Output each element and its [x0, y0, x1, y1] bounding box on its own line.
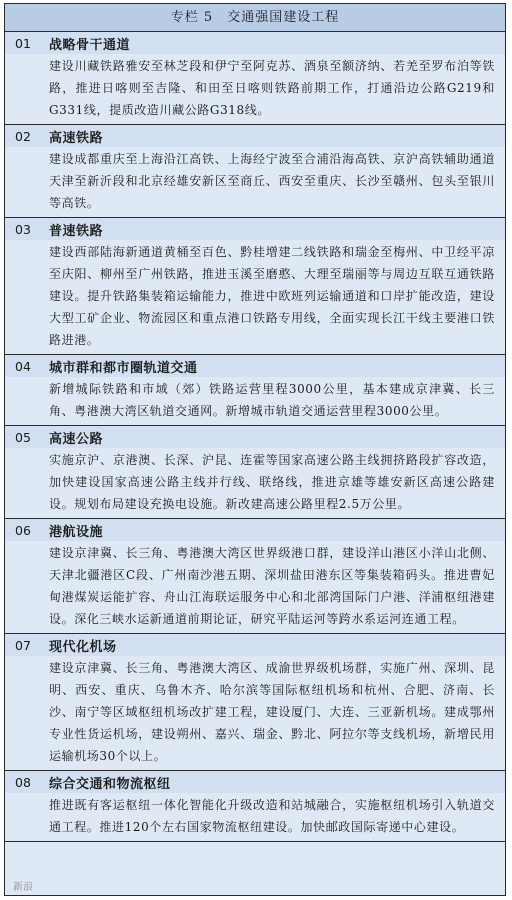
section-title: 战略骨干通道	[49, 37, 131, 53]
section-number: 08	[15, 774, 31, 790]
section-number: 03	[15, 221, 31, 237]
section-body: 推进既有客运枢纽一体化智能化升级改造和站城融合，实施枢纽机场引入轨道交通工程。推进120个左右国家物流枢纽建设。加快邮政国际寄递中心建设。	[49, 798, 495, 834]
section-body: 建设京津冀、长三角、粤港澳大湾区、成渝世界级机场群，实施广州、深圳、昆明、西安、重庆、乌鲁木齐、哈尔滨等国际枢纽机场和杭州、合肥、济南、长沙、南宁等区域枢纽机场改扩建工程，建设厦门、大连、三亚新机场。建成鄂州专业性货运机场，建设朔州、嘉兴、瑞金、黔北、阿拉尔等支线机场，新增民用运输机场30个以上。	[49, 661, 495, 763]
section-header	[5, 32, 505, 54]
section-05	[5, 426, 505, 519]
section-title: 现代化机场	[49, 639, 117, 655]
section-number: 07	[15, 637, 31, 653]
section-08	[5, 771, 505, 842]
section-number: 01	[15, 35, 31, 51]
watermark: 新浪	[13, 882, 33, 893]
section-number: 06	[15, 522, 31, 538]
section-header	[5, 426, 505, 448]
section-title: 高速公路	[49, 431, 104, 447]
section-header	[5, 519, 505, 541]
section-number: 02	[15, 128, 31, 144]
section-body: 实施京沪、京港澳、长深、沪昆、连霍等国家高速公路主线拥挤路段扩容改造，加快建设国家高速公路主线并行线、联络线，推进京雄等雄安新区高速公路建设。规划布局建设充换电设施。新改建高速公路里程2.5万公里。	[49, 453, 495, 511]
section-header	[5, 771, 505, 793]
column-box	[4, 3, 506, 896]
section-title: 高速铁路	[49, 130, 104, 146]
section-body: 建设京津冀、长三角、粤港澳大湾区世界级港口群，建设洋山港区小洋山北侧、天津北疆港区C段、广州南沙港五期、深圳盐田港东区等集装箱码头。推进曹妃甸港煤炭运能扩容、舟山江海联运服务中心和北部湾国际门户港、洋浦枢纽港建设。深化三峡水运新通道前期论证，研究平陆运河等跨水系运河连通工程。	[49, 546, 495, 626]
section-01	[5, 32, 505, 125]
section-title: 综合交通和物流枢纽	[49, 776, 171, 792]
section-07	[5, 634, 505, 771]
section-body: 新增城际铁路和市域（郊）铁路运营里程3000公里，基本建成京津冀、长三角、粤港澳大湾区轨道交通网。新增城市轨道交通运营里程3000公里。	[49, 382, 495, 418]
section-number: 05	[15, 429, 31, 445]
section-number: 04	[15, 358, 31, 374]
section-header	[5, 355, 505, 377]
section-title: 普速铁路	[49, 223, 104, 239]
section-body: 建设成都重庆至上海沿江高铁、上海经宁波至合浦沿海高铁、京沪高铁辅助通道天津至新沂段和北京经雄安新区至商丘、西安至重庆、长沙至赣州、包头至银川等高铁。	[49, 152, 495, 210]
section-header	[5, 218, 505, 240]
column-title: 专栏 5 交通强国建设工程	[5, 4, 505, 32]
section-02	[5, 125, 505, 218]
section-header	[5, 125, 505, 147]
section-title: 港航设施	[49, 524, 104, 540]
section-04	[5, 355, 505, 426]
section-03	[5, 218, 505, 355]
section-06	[5, 519, 505, 634]
section-body: 建设西部陆海新通道黄桶至百色、黔桂增建二线铁路和瑞金至梅州、中卫经平凉至庆阳、柳州至广州铁路，推进玉溪至磨憨、大理至瑞丽等与周边互联互通铁路建设。提升铁路集装箱运输能力，推进中欧班列运输通道和口岸扩能改造，建设大型工矿企业、物流园区和重点港口铁路专用线，全面实现长江干线主要港口铁路进港。	[49, 245, 495, 347]
section-title: 城市群和都市圈轨道交通	[49, 360, 198, 376]
section-body: 建设川藏铁路雅安至林芝段和伊宁至阿克苏、酒泉至额济纳、若羌至罗布泊等铁路，推进日喀则至吉隆、和田至日喀则铁路前期工作，打通沿边公路G219和G331线，提质改造川藏公路G318线。	[49, 59, 495, 117]
section-header	[5, 634, 505, 656]
